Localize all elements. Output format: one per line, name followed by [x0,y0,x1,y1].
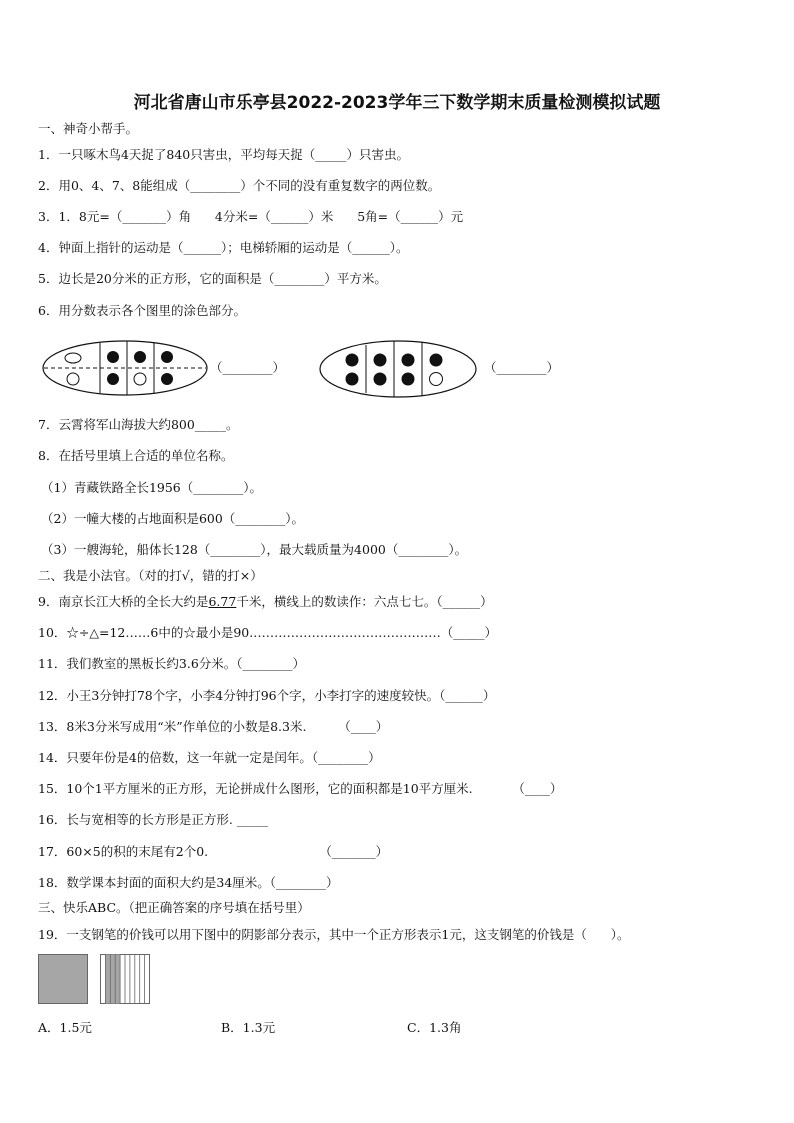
section-1-heading: 一、神奇小帮手。 [38,121,139,136]
question-8-3: （3）一艘海轮，船体长128（________），最大载质量为4000（________）。 [41,542,468,557]
figure-b-filled-dot [430,354,443,367]
option-c[interactable]: C．1.3角 [407,1020,462,1035]
figure-b-filled-dot [346,373,359,386]
question-9-text-b: 千米，横线上的数读作：六点七七。（______） [236,594,493,609]
question-8-2: （2）一幢大楼的占地面积是600（________）。 [41,511,305,526]
fraction-figure-b [318,338,478,400]
question-5: 5．边长是20分米的正方形，它的面积是（________）平方米。 [38,271,387,286]
question-9 [38,594,493,610]
question-2: 2．用0、4、7、8能组成（________）个不同的没有重复数字的两位数。 [38,178,441,193]
figure-a-filled-dot [161,351,173,363]
section-3-heading: 三、快乐ABC。（把正确答案的序号填在括号里） [38,900,310,915]
shaded-tenth-strip [115,955,120,1004]
question-4: 4．钟面上指针的运动是（______）；电梯轿厢的运动是（______）。 [38,240,409,255]
question-9-underlined-number: 6.77 [208,594,237,609]
fraction-figure-a [40,338,210,398]
question-9-text-a: 9．南京长江大桥的全长大约是 [38,594,209,609]
question-6: 6．用分数表示各个图里的涂色部分。 [38,303,246,318]
option-a[interactable]: A．1.5元 [38,1020,92,1035]
question-3: 3．1．8元=（_______）角 4分米=（______）米 5角=（______）元 [38,209,464,224]
question-15: 15．10个1平方厘米的正方形，无论拼成什么图形，它的面积都是10平方厘米. （____） [38,781,563,796]
figure-a-filled-dot [161,373,173,385]
figure-b-filled-dot [374,373,387,386]
question-17: 17．60×5的积的末尾有2个0. （_______） [38,844,389,859]
figure-b-filled-dot [402,373,415,386]
shaded-tenth-strip [105,955,110,1004]
shaded-square [39,955,88,1004]
figure-a-filled-dot [107,373,119,385]
figure-a-empty-dot [134,373,146,385]
page-title: 河北省唐山市乐亭县2022-2023学年三下数学期末质量检测模拟试题 [133,93,661,113]
price-figure [38,954,158,1006]
question-14: 14．只要年份是4的倍数，这一年就一定是闰年。（________） [38,750,381,765]
figure-a-filled-dot [107,351,119,363]
figure-a-empty-dot [65,353,81,363]
option-b[interactable]: B．1.3元 [221,1020,276,1035]
figure-b-empty-dot [430,373,443,386]
question-18: 18．数学课本封面的面积大约是34厘米。（________） [38,875,339,890]
question-19: 19．一支钢笔的价钱可以用下图中的阴影部分表示，其中一个正方形表示1元，这支钢笔的价钱是（ ）。 [38,927,630,942]
question-16: 16．长与宽相等的长方形是正方形. _____ [38,812,269,827]
section-2-heading: 二、我是小法官。（对的打√，错的打×） [38,568,263,583]
question-11: 11．我们教室的黑板长约3.6分米。（________） [38,656,306,671]
figure-b-filled-dot [346,354,359,367]
figure-a-filled-dot [134,351,146,363]
figure-a-answer-blank[interactable]: （________） [210,360,286,375]
figure-b-filled-dot [402,354,415,367]
figure-b-filled-dot [374,354,387,367]
question-10: 10．☆÷△=12……6中的☆最小是90.………………………………………（_____） [38,625,497,640]
question-8-1: （1）青藏铁路全长1956（________）。 [41,480,263,495]
question-7: 7．云霄将军山海拔大约800_____。 [38,417,239,432]
figure-a-empty-dot [67,373,79,385]
shaded-tenth-strip [110,955,115,1004]
question-1: 1．一只啄木鸟4天捉了840只害虫，平均每天捉（_____）只害虫。 [38,147,410,162]
figure-b-answer-blank[interactable]: （________） [484,360,560,375]
question-8: 8．在括号里填上合适的单位名称。 [38,448,234,463]
question-12: 12．小王3分钟打78个字，小李4分钟打96个字，小李打字的速度较快。（______） [38,688,496,703]
figure-b-ellipse [320,341,476,397]
question-13: 13．8米3分米写成用“米”作单位的小数是8.3米. （____） [38,719,389,734]
